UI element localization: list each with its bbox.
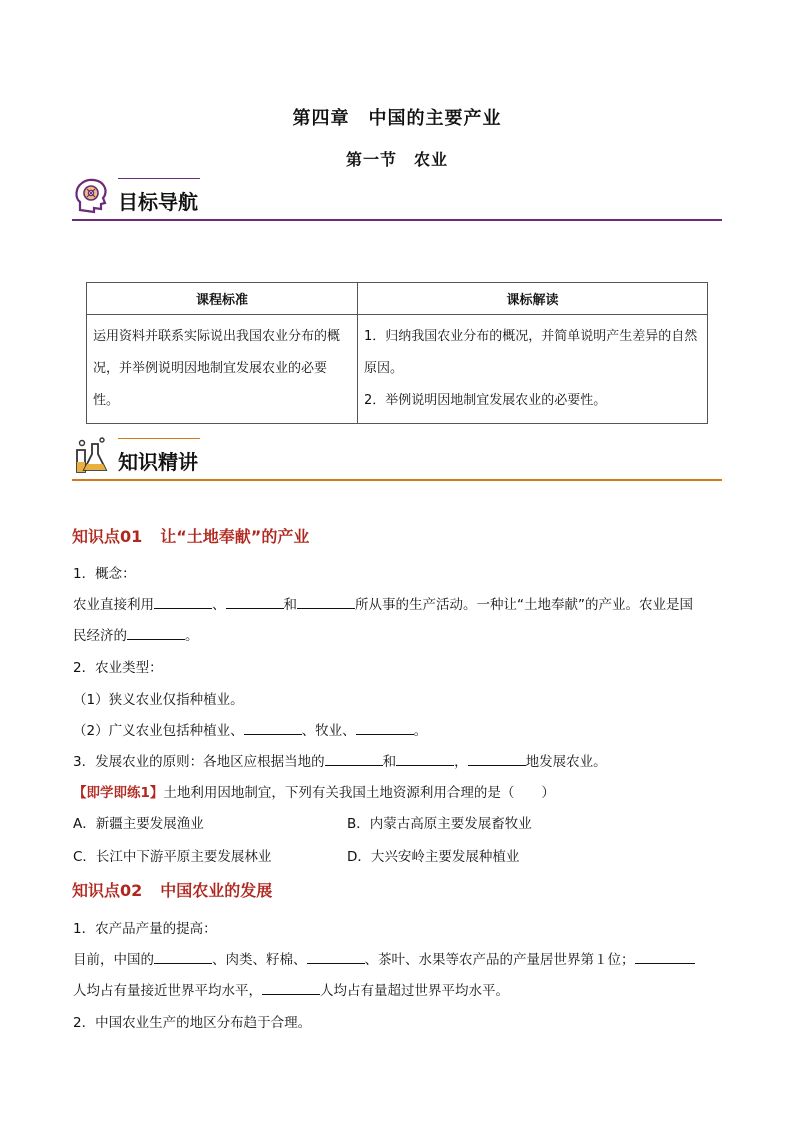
brain-gear-icon [72, 176, 112, 216]
text-segment: ， [454, 754, 468, 770]
chapter-title: 第四章 中国的主要产业 [292, 108, 502, 129]
knowledge-banner-label: 知识精讲 [118, 450, 198, 474]
nav-banner-label: 目标导航 [118, 190, 198, 214]
text-segment: 、 [212, 597, 226, 613]
kp2-number: 知识点02 [72, 881, 143, 900]
kp1-concept-line-2 [73, 624, 199, 644]
text-segment: （2）广义农业包括种植业、 [73, 723, 244, 739]
text-segment: 3．发展农业的原则：各地区应根据当地的 [73, 754, 325, 770]
kp1-heading [72, 524, 309, 547]
kp2-output-line-2 [73, 979, 509, 999]
option-d[interactable]: D．大兴安岭主要发展种植业 [347, 849, 520, 865]
table-header-row [87, 283, 708, 315]
table-row [87, 315, 708, 424]
flask-icon [72, 436, 112, 476]
fill-blank[interactable] [396, 753, 454, 766]
option-b[interactable]: B．内蒙古高原主要发展畜牧业 [347, 816, 532, 832]
banner-accent-line [118, 178, 200, 179]
kp2-title: 中国农业的发展 [160, 881, 273, 900]
text-segment: 民经济的 [73, 628, 127, 644]
fill-blank[interactable] [226, 596, 284, 609]
standards-table [86, 282, 708, 424]
fill-blank[interactable] [356, 722, 414, 735]
fill-blank[interactable] [154, 596, 212, 609]
kp1-number: 知识点01 [72, 527, 143, 546]
option-a[interactable]: A．新疆主要发展渔业 [73, 816, 204, 832]
kp1-types-label: 2．农业类型： [73, 660, 163, 676]
exercise-question: 土地利用因地制宜，下列有关我国土地资源利用合理的是（ ） [163, 785, 555, 801]
text-segment: 。 [413, 723, 428, 739]
option-c[interactable]: C．长江中下游平原主要发展林业 [73, 849, 272, 865]
text-segment: 。 [185, 628, 199, 644]
text-segment: 和 [382, 754, 397, 770]
text-segment: 、肉类、籽棉、 [212, 952, 307, 968]
interpretation-cell [358, 315, 708, 424]
fill-blank[interactable] [297, 596, 355, 609]
kp2-output-label: 1．农产品产量的提高： [73, 921, 217, 937]
interpretation-item: 2．举例说明因地制宜发展农业的必要性。 [364, 393, 607, 408]
text-segment: 、牧业、 [301, 723, 356, 739]
fill-blank[interactable] [635, 951, 695, 964]
kp2-heading [72, 878, 272, 901]
nav-banner [72, 176, 722, 222]
banner-accent-line [118, 438, 200, 439]
fill-blank[interactable] [154, 951, 212, 964]
interpretation-item: 1．归纳我国农业分布的概况，并简单说明产生差异的自然原因。 [364, 329, 698, 376]
text-segment: 农业直接利用 [73, 597, 154, 613]
kp1-type-1: （1）狭义农业仅指种植业。 [73, 692, 244, 708]
table-header-interpretation: 课标解读 [358, 283, 708, 315]
text-segment: 所从事的生产活动。一种让“土地奉献”的产业。农业是国 [355, 597, 693, 613]
kp2-output-line [73, 948, 695, 968]
fill-blank[interactable] [244, 722, 302, 735]
fill-blank[interactable] [325, 753, 383, 766]
kp2-distribution: 2．中国农业生产的地区分布趋于合理。 [73, 1015, 312, 1031]
banner-divider [72, 219, 722, 221]
text-segment: 人均占有量超过世界平均水平。 [320, 983, 509, 999]
kp1-exercise [73, 781, 555, 801]
kp1-concept-line [73, 593, 693, 613]
knowledge-banner [72, 436, 722, 482]
banner-divider [72, 479, 722, 481]
text-segment: 人均占有量接近世界平均水平， [73, 983, 262, 999]
standard-cell: 运用资料并联系实际说出我国农业分布的概况，并举例说明因地制宜发展农业的必要性。 [87, 315, 358, 424]
section-title: 第一节 农业 [345, 150, 448, 169]
table-header-standard: 课程标准 [87, 283, 358, 315]
fill-blank[interactable] [307, 951, 365, 964]
fill-blank[interactable] [262, 982, 320, 995]
fill-blank[interactable] [468, 753, 526, 766]
text-segment: 和 [283, 597, 297, 613]
fill-blank[interactable] [127, 627, 185, 640]
kp1-title: 让“土地奉献”的产业 [160, 527, 310, 546]
text-segment: 、茶叶、水果等农产品的产量居世界第１位； [364, 952, 635, 968]
kp1-principle [73, 750, 607, 770]
text-segment: 目前，中国的 [73, 952, 154, 968]
text-segment: 地发展农业。 [525, 754, 607, 770]
kp1-type-2 [73, 719, 427, 739]
kp1-concept-label: 1．概念： [73, 566, 136, 582]
exercise-tag: 【即学即练1】 [73, 785, 164, 801]
